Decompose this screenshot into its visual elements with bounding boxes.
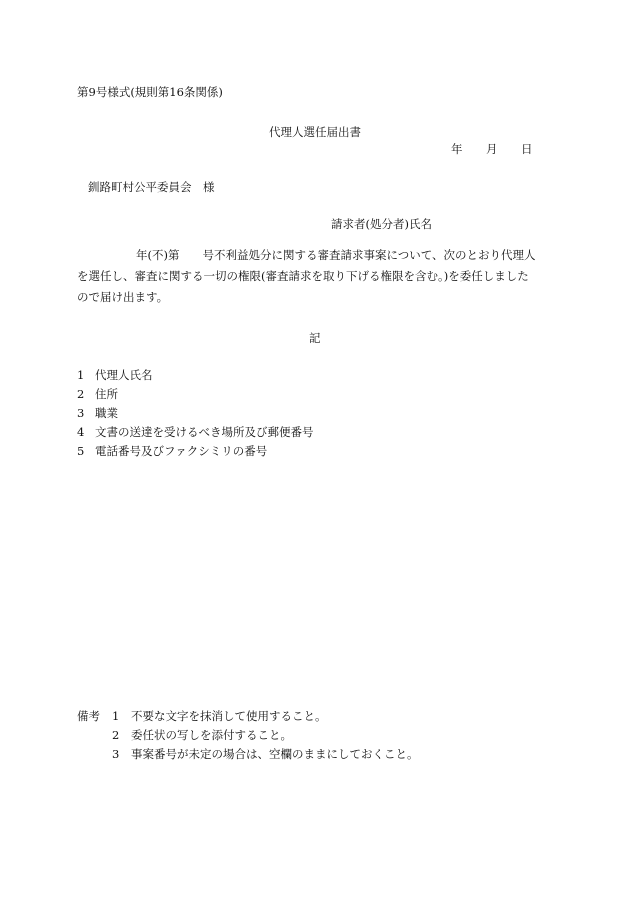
item-number: 5 bbox=[77, 444, 85, 458]
remarks-label: 備考 bbox=[77, 709, 100, 723]
requester-name-label: 請求者(処分者)氏名 bbox=[331, 217, 432, 231]
ki-heading: 記 bbox=[309, 331, 321, 345]
item-label: 職業 bbox=[95, 406, 118, 420]
list-item bbox=[77, 385, 314, 404]
body-line: ので届け出ます。 bbox=[77, 290, 169, 304]
remark-text: 事案番号が未定の場合は、空欄のままにしておくこと。 bbox=[131, 747, 419, 761]
item-label: 代理人氏名 bbox=[95, 368, 153, 382]
date-day: 日 bbox=[521, 142, 533, 156]
list-item bbox=[77, 423, 314, 442]
document-title: 代理人選任届出書 bbox=[269, 125, 361, 139]
body-line: 年(不)第 号不利益処分に関する審査請求事案について、次のとおり代理人 bbox=[136, 248, 536, 262]
list-item bbox=[77, 366, 314, 385]
item-label: 電話番号及びファクシミリの番号 bbox=[95, 444, 268, 458]
item-number: 4 bbox=[77, 425, 85, 439]
body-line: を選任し、審査に関する一切の権限(審査請求を取り下げる権限を含む。)を委任しました bbox=[77, 269, 529, 283]
addressee: 釧路町村公平委員会 様 bbox=[88, 180, 215, 194]
form-header: 第9号様式(規則第16条関係) bbox=[77, 85, 223, 99]
date-year: 年 bbox=[451, 142, 463, 156]
item-number: 3 bbox=[77, 406, 85, 420]
body-paragraph bbox=[77, 245, 555, 308]
list-item bbox=[77, 442, 314, 461]
item-label: 文書の送達を受けるべき場所及び郵便番号 bbox=[95, 425, 314, 439]
remark-text: 委任状の写しを添付すること。 bbox=[131, 728, 292, 742]
item-number: 1 bbox=[77, 368, 85, 382]
item-number: 2 bbox=[77, 387, 85, 401]
date-month: 月 bbox=[486, 142, 498, 156]
list-item bbox=[77, 404, 314, 423]
item-label: 住所 bbox=[95, 387, 118, 401]
remark-number: 1 bbox=[112, 709, 120, 723]
remark-number: 3 bbox=[112, 747, 120, 761]
remark-number: 2 bbox=[112, 728, 120, 742]
remark-text: 不要な文字を抹消して使用すること。 bbox=[131, 709, 327, 723]
item-list bbox=[77, 366, 314, 461]
